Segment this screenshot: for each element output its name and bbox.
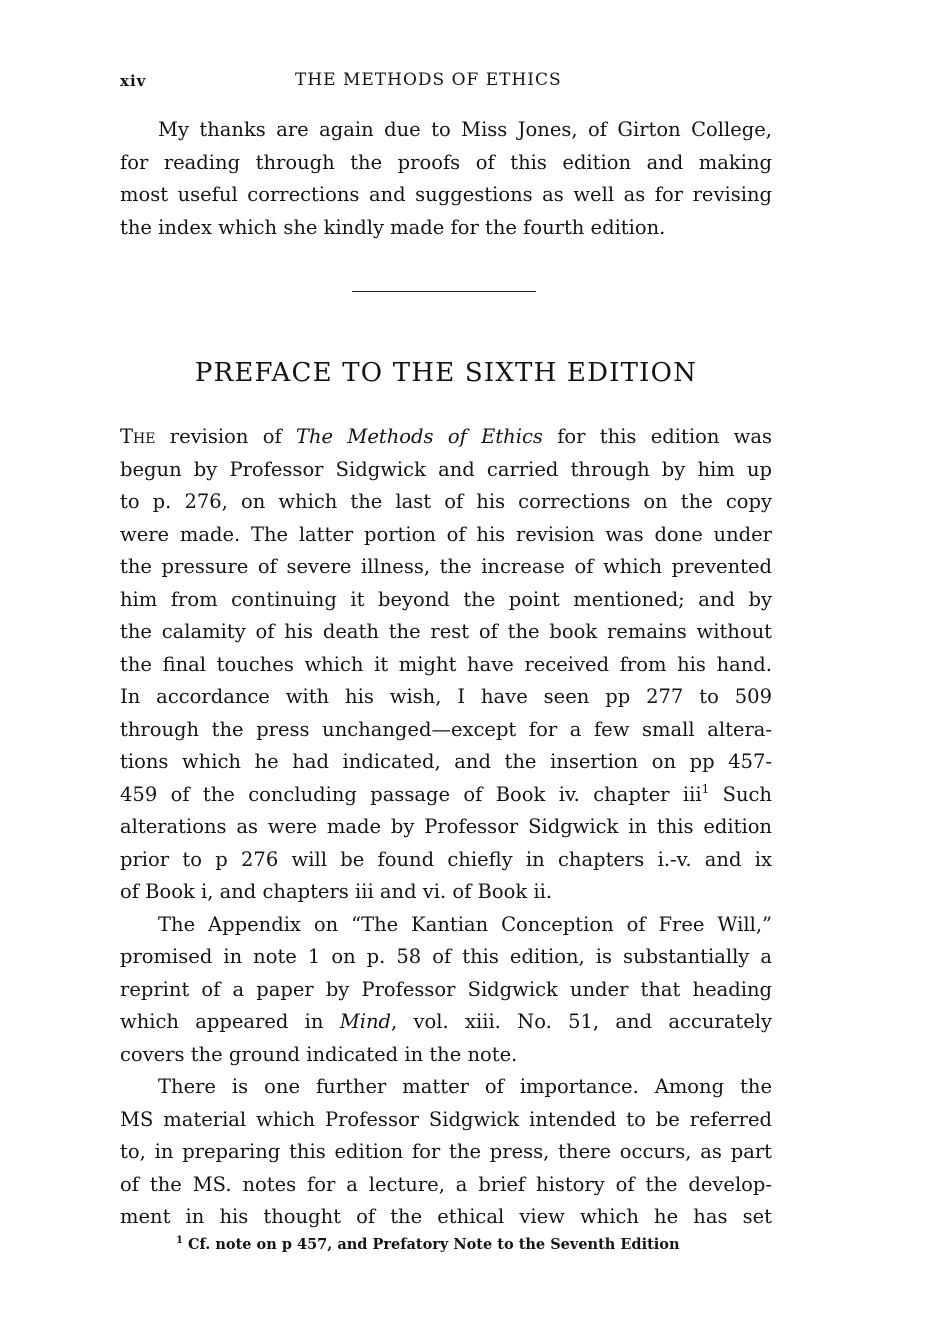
text-line: begun by Professor Sidgwick and carried through by him up bbox=[120, 457, 772, 481]
text-line: the calamity of his death the rest of the book remains without bbox=[120, 620, 772, 643]
text-line: of the MS. notes for a lecture, a brief history of the develop- bbox=[120, 1172, 772, 1196]
opening-word: The bbox=[120, 425, 156, 448]
book-title: The Methods of Ethics bbox=[295, 425, 543, 448]
running-head-title: THE METHODS OF ETHICS bbox=[295, 70, 562, 90]
text-line: MS material which Professor Sidgwick intended to be referred bbox=[120, 1107, 772, 1131]
text-line: alterations as were made by Professor Sidgwick in this edition bbox=[120, 815, 772, 838]
section-divider bbox=[352, 291, 536, 292]
text-line bbox=[120, 1006, 772, 1039]
footnote-marker: 1 bbox=[701, 781, 710, 796]
text-line: promised in note 1 on p. 58 of this edition, is substantially a bbox=[120, 945, 772, 968]
journal-title: Mind bbox=[339, 1010, 391, 1033]
text-line: tions which he had indicated, and the insertion on pp 457- bbox=[120, 750, 772, 773]
text-line: ment in his thought of the ethical view which he has set bbox=[120, 1205, 772, 1228]
text-line: most useful corrections and suggestions as well as for revising bbox=[120, 183, 772, 206]
footnote-text: Cf. note on p 457, and Prefatory Note to the Seventh Edition bbox=[182, 1236, 680, 1253]
text-line: The Appendix on “The Kantian Conception of Free Will,” bbox=[158, 912, 772, 936]
page-number: xiv bbox=[120, 72, 147, 90]
footnote-number: 1 bbox=[176, 1235, 183, 1246]
text-line: to p. 276, on which the last of his corrections on the copy bbox=[120, 490, 772, 513]
text-line: the pressure of severe illness, the increase of which prevented bbox=[120, 555, 772, 578]
text-line: the final touches which it might have received from his hand. bbox=[120, 652, 772, 676]
text-line: prior to p 276 will be found chiefly in chapters i.-v. and ix bbox=[120, 847, 772, 871]
text-line bbox=[120, 421, 772, 454]
text-fragment: , vol. xiii. No. 51, and accurately bbox=[391, 1010, 772, 1033]
running-head bbox=[120, 70, 800, 96]
text-line: for reading through the proofs of this edition and making bbox=[120, 150, 772, 174]
text-line bbox=[120, 779, 772, 812]
text-line: In accordance with his wish, I have seen pp 277 to 509 bbox=[120, 685, 772, 708]
text-line: There is one further matter of importance. Among the bbox=[158, 1075, 772, 1098]
text-line: the index which she kindly made for the fourth edition. bbox=[120, 215, 666, 239]
acknowledgement-paragraph bbox=[120, 114, 772, 244]
text-line: covers the ground indicated in the note. bbox=[120, 1042, 518, 1066]
text-fragment: revision of bbox=[155, 425, 296, 448]
text-fragment: Such bbox=[709, 782, 772, 806]
section-heading: PREFACE TO THE SIXTH EDITION bbox=[194, 358, 698, 388]
text-line: reprint of a paper by Professor Sidgwick under that heading bbox=[120, 977, 772, 1001]
text-line: were made. The latter portion of his revision was done under bbox=[120, 522, 772, 546]
text-line: of Book i, and chapters iii and vi. of Book ii. bbox=[120, 880, 553, 903]
text-line: to, in preparing this edition for the press, there occurs, as part bbox=[120, 1140, 772, 1163]
preface-body bbox=[120, 421, 772, 1234]
text-line: My thanks are again due to Miss Jones, of Girton College, bbox=[158, 118, 772, 141]
footnote bbox=[176, 1236, 776, 1253]
text-fragment: 459 of the concluding passage of Book iv. chapter iii bbox=[120, 782, 702, 806]
text-fragment: for this edition was bbox=[542, 425, 772, 448]
text-fragment: which appeared in bbox=[120, 1010, 340, 1033]
text-line: through the press unchanged—except for a few small altera- bbox=[120, 717, 772, 741]
text-line: him from continuing it beyond the point mentioned; and by bbox=[120, 587, 772, 611]
